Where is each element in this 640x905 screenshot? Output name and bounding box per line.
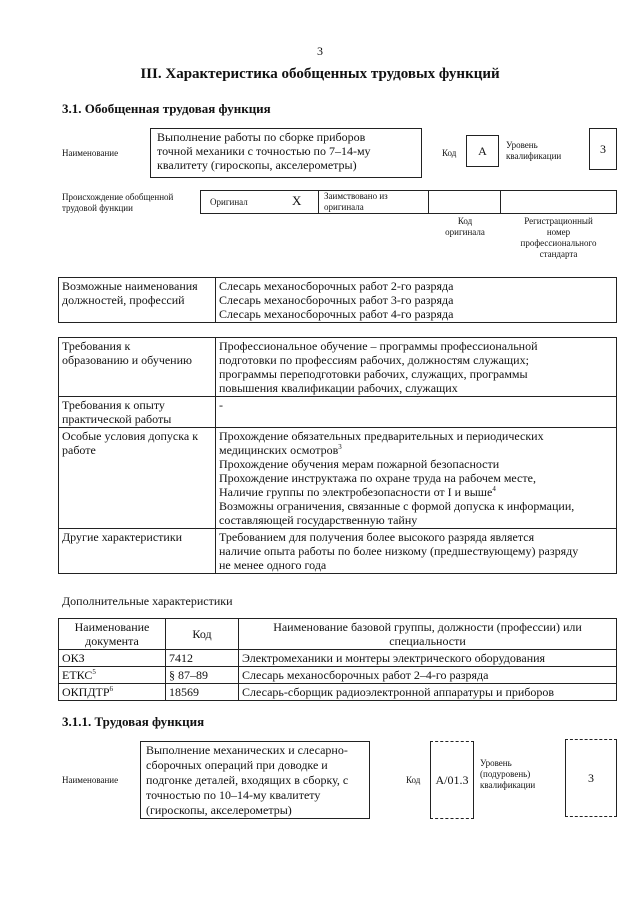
- divider: [318, 190, 319, 214]
- additional-table: [58, 618, 617, 701]
- table-row: ЕТКС$^5$ § 87–89 Слесарь механосборочных работ 2–4-го разряда: [59, 667, 617, 684]
- tf-name-label: Наименование: [62, 775, 119, 785]
- gtf-original-label: Оригинал: [210, 197, 248, 207]
- gtf-code-value: А: [466, 135, 499, 167]
- table-row: Особые условия допуска к работе Прохождение обязательных предварительных и периодических медицинских осмотров$^3$ Прохождение обучения мерам пожарной безопасности Прохождение инструктажа по охране труда на рабочем месте, Наличие группы по электробезопасности от I и выше$^4$ Возможны ограничения, связанные с формой допуска к информации, составляющей государственную тайну: [59, 428, 617, 529]
- gtf-origin-table: [200, 190, 617, 214]
- tf-code-value: А/01.3: [430, 741, 474, 819]
- tf-code-label: Код: [406, 775, 421, 785]
- divider: [428, 190, 429, 214]
- section-title: III. Характеристика обобщенных трудовых функций: [140, 66, 500, 82]
- list-item: Слесарь механосборочных работ 2-го разряда: [219, 279, 454, 293]
- positions-table: [58, 277, 617, 323]
- gtf-level-value: 3: [589, 128, 617, 170]
- tf-heading: 3.1.1. Трудовая функция: [62, 714, 205, 729]
- requirements-table: [58, 337, 617, 574]
- tf-level-label: Уровень (подуровень) квалификации: [480, 758, 536, 790]
- table-row: Наименование документа Код Наименование базовой группы, должности (профессии) или специальности: [59, 619, 617, 650]
- table-row: Другие характеристики Требованием для получения более высокого разряда является наличие опыта работы по более низкому (предшествующему) разряду не менее одного года: [59, 529, 617, 574]
- list-item: Слесарь механосборочных работ 4-го разряда: [219, 307, 454, 321]
- list-item: Слесарь механосборочных работ 3-го разряда: [219, 293, 454, 307]
- divider: [500, 190, 501, 214]
- additional-heading: Дополнительные характеристики: [62, 594, 233, 608]
- gtf-code-label: Код: [442, 148, 457, 158]
- tf-level-value: 3: [565, 739, 617, 817]
- table-row: Требования к образованию и обучению Профессиональное обучение – программы профессиональной подготовки по профессиям рабочих, должностям служащих; программы переподготовки рабочих, служащих, программы повышения квалификации рабочих, служащих: [59, 338, 617, 397]
- gtf-name-label: Наименование: [62, 148, 119, 158]
- table-row: ОКЗ 7412 Электромеханики и монтеры электрического оборудования: [59, 650, 617, 667]
- gtf-original-mark: X: [292, 193, 302, 208]
- gtf-level-label: Уровень квалификации: [506, 140, 562, 161]
- page-number: 3: [317, 44, 323, 58]
- gtf-borrowed-label: Заимствовано из оригинала: [324, 191, 388, 212]
- positions-list: [216, 278, 617, 323]
- table-row: Требования к опыту практической работы -: [59, 397, 617, 428]
- table-row: ОКПДТР$^6$ 18569 Слесарь-сборщик радиоэлектронной аппаратуры и приборов: [59, 684, 617, 701]
- gtf-reg-caption: Регистрационный номер профессионального стандарта: [520, 216, 597, 259]
- gtf-heading: 3.1. Обобщенная трудовая функция: [62, 101, 271, 116]
- positions-label: Возможные наименования должностей, профессий: [59, 278, 216, 323]
- gtf-name-box: Выполнение работы по сборке приборов точной механики с точностью по 7–14-му квалитету (гироскопы, акселерометры): [150, 128, 422, 178]
- gtf-origin-code-caption: Код оригинала: [445, 216, 485, 237]
- tf-name-box: Выполнение механических и слесарно- сборочных операций при доводке и подгонке деталей, входящих в сборку, с точностью по 10–14-му квалитету (гироскопы, акселерометры): [140, 741, 370, 819]
- gtf-origin-label: Происхождение обобщенной трудовой функции: [62, 192, 174, 213]
